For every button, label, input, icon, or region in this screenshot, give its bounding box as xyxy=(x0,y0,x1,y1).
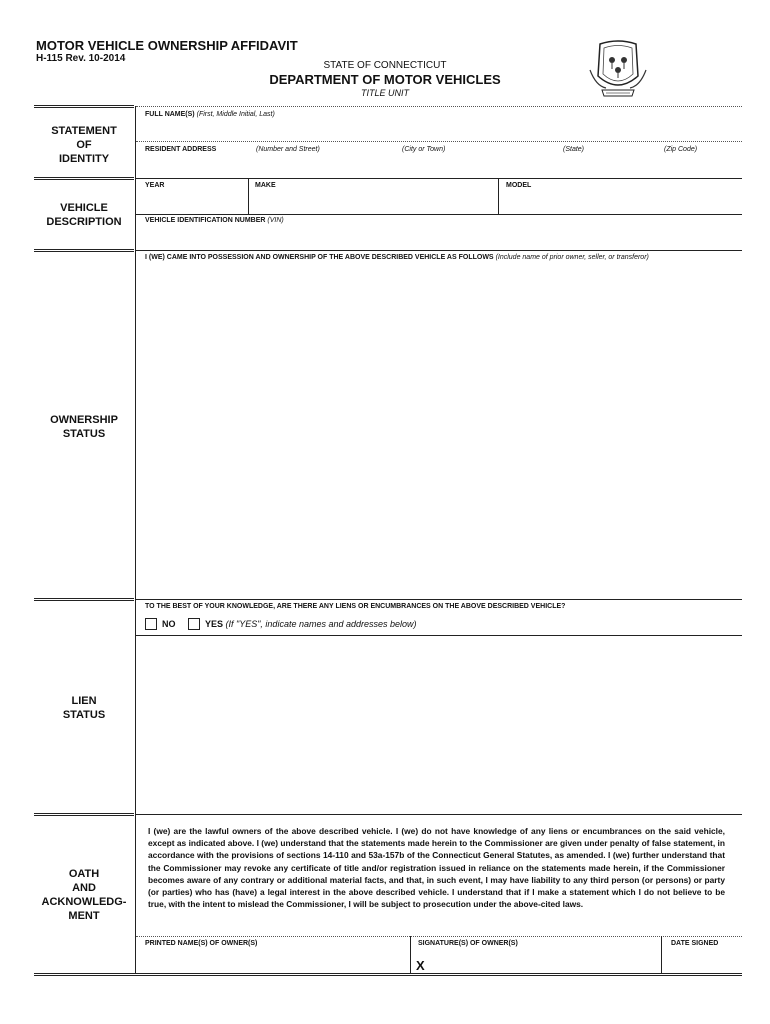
ownership-statement-field[interactable] xyxy=(145,254,649,261)
lien-yes-label: YES xyxy=(205,619,224,629)
section-vehicle-description: VEHICLE DESCRIPTION xyxy=(46,202,122,228)
lien-question: TO THE BEST OF YOUR KNOWLEDGE, ARE THERE ANY LIENS OR ENCUMBRANCES ON THE ABOVE DESCRIBED VEHICLE? xyxy=(145,603,566,610)
form-number: H-115 Rev. 10-2014 xyxy=(36,53,126,64)
model-field[interactable] xyxy=(506,182,531,189)
unit-name: TITLE UNIT xyxy=(360,88,409,98)
lien-yes-hint: (If "YES", indicate names and addresses below) xyxy=(225,619,417,629)
city-hint: (City or Town) xyxy=(402,146,446,153)
model-label: MODEL xyxy=(506,182,532,189)
vin-label: VEHICLE IDENTIFICATION NUMBER xyxy=(145,217,266,224)
lien-yes-checkbox[interactable] xyxy=(188,618,200,630)
signature-field[interactable] xyxy=(418,940,518,947)
section-oath-acknowledgment: OATH AND ACKNOWLEDG- MENT xyxy=(41,868,127,922)
department-name: DEPARTMENT OF MOTOR VEHICLES xyxy=(269,72,501,87)
zip-hint: (Zip Code) xyxy=(664,146,698,153)
oath-text: I (we) are the lawful owners of the above described vehicle. I (we) do not have knowledge of any liens or encumbrances on the said vehicle, except as indicated above. I (we) understand that the statements made herein to the Commissioner are given under penalty of false statement, in accordance with the provisions of sections 14-110 and 53a-157b of the Connecticut General Statutes, as amended. I (we) further understand that the Commissioner may revoke any certificate of title and/or registration issued in reliance on the statements made herein, if the Commissioner becomes aware of any contrary or additional material facts, and that, in such event, I may have liability to any third person (or persons) or party (or parties) who has (have) a legal interest in the above described vehicle. I understand that if I make a statement which I do not believe to be true, with the intent to mislead the Commissioner, I will be subject to prosecution under the above-cited laws. xyxy=(148,826,725,910)
state-seal-icon xyxy=(586,36,650,100)
printed-name-label: PRINTED NAME(S) OF OWNER(S) xyxy=(145,940,258,947)
resident-address-label: RESIDENT ADDRESS xyxy=(145,146,217,153)
section-ownership-status: OWNERSHIP STATUS xyxy=(50,414,118,440)
lien-yes-option xyxy=(205,619,417,629)
full-name-label: FULL NAME(S) xyxy=(145,111,195,118)
full-name-field[interactable] xyxy=(145,111,275,118)
make-field[interactable] xyxy=(255,182,276,189)
lien-no-label: NO xyxy=(162,619,176,629)
date-signed-field[interactable] xyxy=(671,940,718,947)
year-field[interactable] xyxy=(145,182,164,189)
printed-name-field[interactable] xyxy=(145,940,257,947)
vin-hint: (VIN) xyxy=(267,217,284,224)
signature-x-mark: X xyxy=(416,958,425,973)
lien-details-area[interactable] xyxy=(137,637,741,812)
state-hint: (State) xyxy=(563,146,585,153)
signature-label: SIGNATURE(S) OF OWNER(S) xyxy=(418,940,518,947)
state-name: STATE OF CONNECTICUT xyxy=(323,60,447,71)
ownership-statement-label: I (WE) CAME INTO POSSESSION AND OWNERSHIP OF THE ABOVE DESCRIBED VEHICLE AS FOLLOWS xyxy=(145,254,494,261)
ownership-statement-hint: (Include name of prior owner, seller, or transferor) xyxy=(495,254,649,261)
make-label: MAKE xyxy=(255,182,276,189)
lien-no-checkbox[interactable] xyxy=(145,618,157,630)
street-hint: (Number and Street) xyxy=(256,146,320,153)
date-signed-label: DATE SIGNED xyxy=(671,940,719,947)
resident-address-field[interactable] xyxy=(145,146,216,153)
full-name-hint: (First, Middle Initial, Last) xyxy=(196,111,275,118)
year-label: YEAR xyxy=(145,182,165,189)
section-statement-of-identity: STATEMENT OF IDENTITY xyxy=(51,125,117,165)
vin-field[interactable] xyxy=(145,217,284,224)
section-lien-status: LIEN STATUS xyxy=(62,695,106,721)
form-title: MOTOR VEHICLE OWNERSHIP AFFIDAVIT xyxy=(36,38,298,53)
